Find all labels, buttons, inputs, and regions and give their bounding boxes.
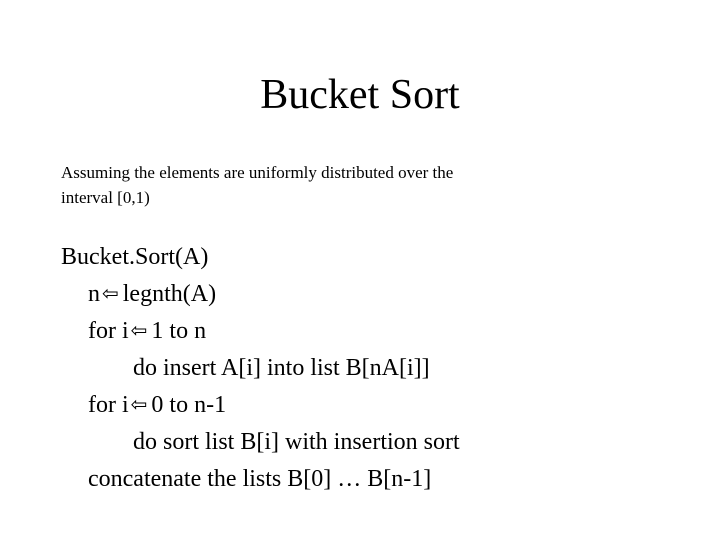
code-line-2 [61,276,701,313]
left-arrow-icon: ⇦ [130,318,148,342]
slide-title-text: Bucket Sort [260,72,460,118]
code-line-6 [61,424,701,461]
code-text: 1 to n [151,318,207,344]
code-text: Bucket.Sort(A) [61,244,209,270]
code-text: n [88,281,100,307]
code-text: do insert A[i] into list B[nA[i]] [133,355,430,381]
assumption-line-2: interval [0,1) [61,188,150,207]
left-arrow-icon: ⇦ [102,281,119,305]
code-text: for i [88,392,129,418]
pseudocode-block [61,239,701,498]
code-line-3 [61,313,701,350]
code-line-1 [61,239,701,276]
code-text: concatenate the lists B[0] … B[n-1] [88,466,432,492]
code-text: for i [88,318,129,344]
code-line-5 [61,387,701,424]
assumption-text [61,160,561,210]
left-arrow-icon: ⇦ [130,392,148,416]
code-text: 0 to n-1 [151,392,227,418]
slide-title [0,70,720,120]
assumption-line-1: Assuming the elements are uniformly distributed over the [61,163,454,182]
code-line-4 [61,350,701,387]
code-text: do sort list B[i] with insertion sort [133,429,460,455]
code-text: legnth(A) [122,281,217,307]
code-line-7 [61,461,701,498]
